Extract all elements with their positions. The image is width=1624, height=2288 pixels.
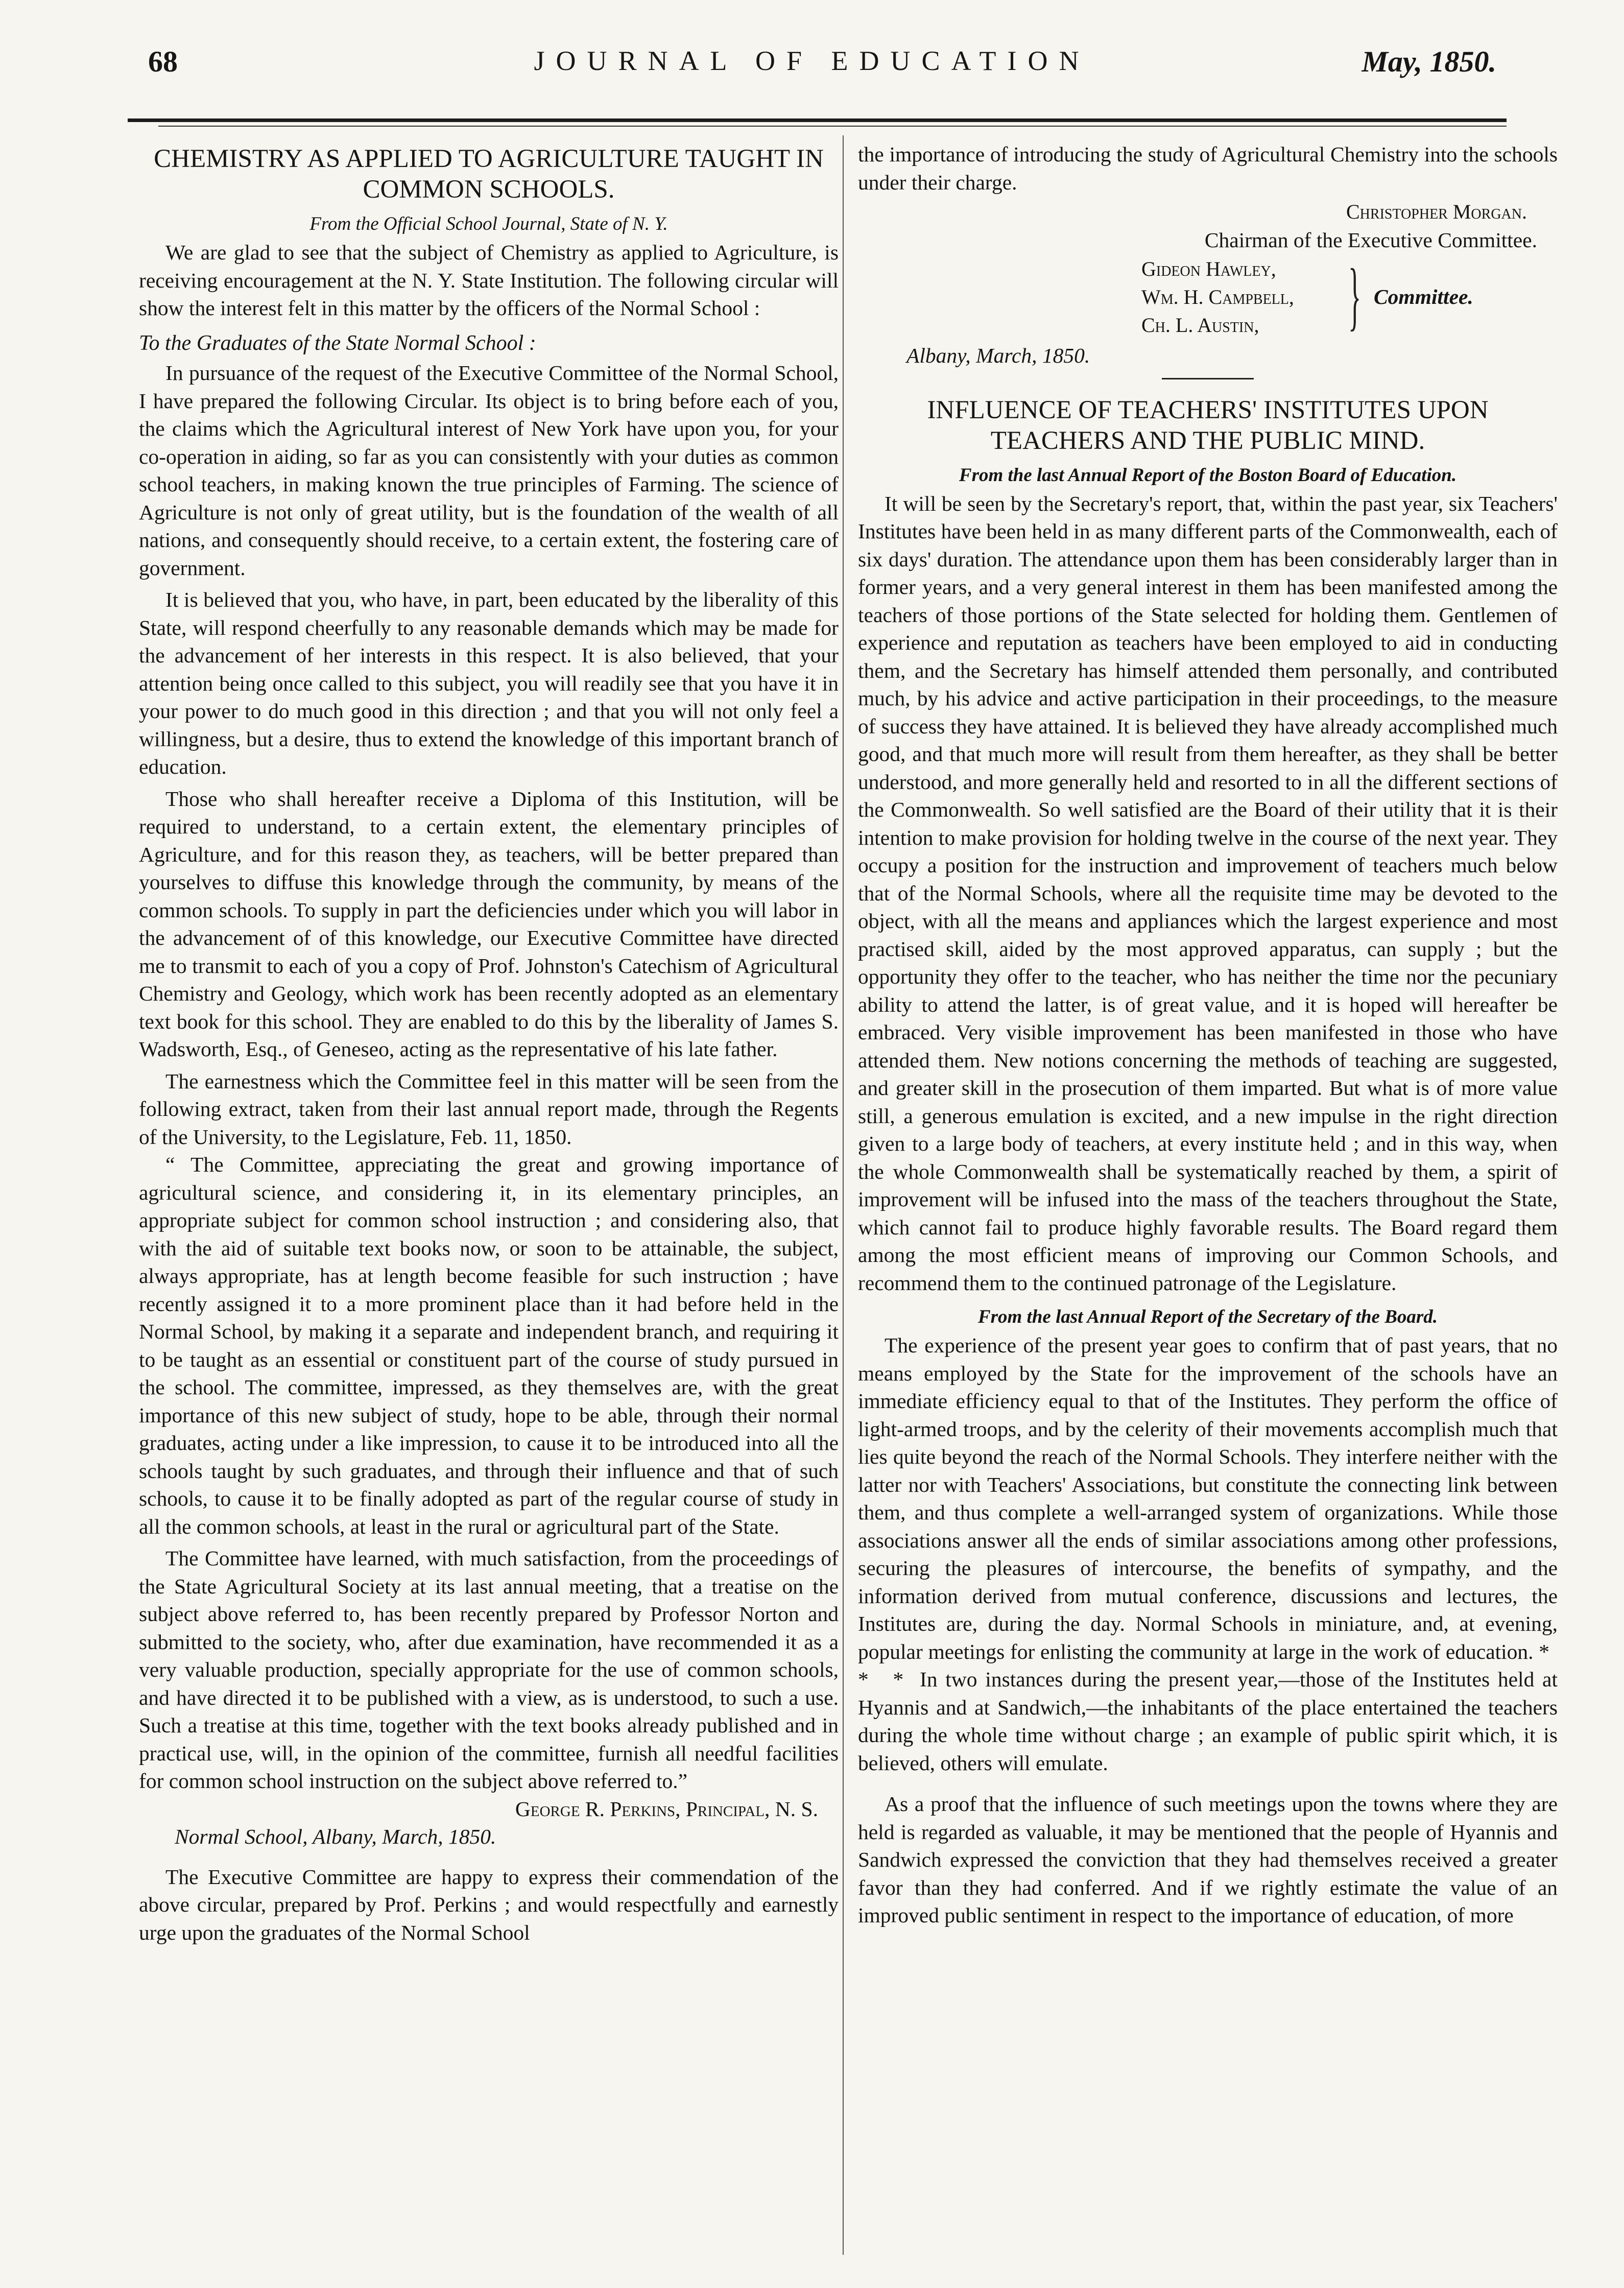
body-paragraph: It will be seen by the Secretary's report, that, within the past year, six Teachers' Institutes have been held in as many different parts of the Commonwealth, each of six days' duration. The attendance upon them has been considerably larger than in former years, and a very general interest in them has been manifested among the teachers of those portions of the State selected for holding them. Gentlemen of experience and reputation as teachers have been employed to aid in conducting them, and the Secretary has himself attended them personally, and contributed much, by his advice and active participation in their proceedings, to the measure of success they have attained. It is believed they have already accomplished much good, and that much more will result from them hereafter, as they shall be better understood, and more generally held and resorted to in all the different sections of the Commonwealth. So well satisfied are the Board of their utility that it is their intention to make provision for holding twelve in the course of the next year. They occupy a position for the instruction and improvement of teachers much below that of the Normal Schools, where all the requisite time may be devoted to the object, with all the means and appliances which the largest experience and most practised skill, aided by the most approved apparatus, can supply ; but the opportunity they offer to the teacher, who has neither the time nor the pecuniary ability to attend the latter, is of great value, and it is hoped will hereafter be embraced. Very visible improvement has been manifested in those who have attended them. New notions concerning the methods of teaching are suggested, and greater skill in the prosecution of them imparted. But what is of more value still, a generous emulation is excited, and a new impulse in the right direction given to a large body of teachers, at every institute held ; and in this way, when the whole Commonwealth shall be systematically reached by them, a spirit of improvement will be infused into the mass of the teachers throughout the State, which cannot fail to produce highly favorable results. The Board regard them among the most efficient means of improving our Common Schools, and recommend them to the continued patronage of the Legislature.	[858, 491, 1558, 1295]
chairman-title: Chairman of the Executive Committee.	[1204, 228, 1537, 252]
section-divider	[1162, 378, 1254, 379]
article-source: From the last Annual Report of the Boston Board of Education.	[959, 464, 1457, 486]
quoted-paragraph: The Committee have learned, with much satisfaction, from the proceedings of the State Agricultural Society at its last annual meeting, that a treatise on the subject above referred to, has been recently prepared by Professor Norton and submitted to the society, who, after due examination, have recommended it as a very valuable production, specially appropriate for the use of common schools, and have directed it to be published with a view, as is understood, to such a use. Such a treatise at this time, together with the text books already published and in practical use, will, in the opinion of the committee, furnish all needful facilities for common school instruction on the subject above referred to.”	[139, 1546, 839, 1793]
committee-member: Ch. L. Austin,	[1141, 314, 1259, 337]
paragraph-text: In two instances during the present year,—those of the Institutes held at Hyannis and at Sandwich,—the inhabitants of the place entertained the teachers during the whole time without charge ; an example of public spirit which, it is believed, others will emulate.	[858, 1667, 1558, 1775]
committee-block	[858, 255, 1558, 342]
committee-label: Committee.	[1374, 285, 1473, 308]
chairman-name: Christopher Morgan.	[1346, 200, 1527, 223]
article-source: From the Official School Journal, State of N. Y.	[309, 213, 668, 234]
quoted-paragraph: “ The Committee, appreciating the great and growing importance of agricultural science, and considering it, in its elementary principles, an appropriate subject for common school instruction ; and considering also, that with the aid of suitable text books now, or soon to be attainable, the subject, always appropriate, has at length become feasible for such instruction ; have recently assigned it to a more prominent place than it had before held in the Normal School, by making it a separate and independent branch, and requiring it to be taught as an essential or constituent part of the course of study pursued in the school. The committee, impressed, as they themselves are, with the great importance of this new subject of study, hope to be able, through their normal graduates, acting under a like impression, to cause it to be introduced into all the schools taught by such graduates, and through their influence and that of such schools, to cause it to be finally adopted as part of the regular course of study in all the common schools, at least in the rural or agricultural part of the State.	[139, 1153, 839, 1538]
page-number: 68	[148, 45, 178, 78]
committee-members	[1141, 255, 1294, 339]
journal-title: JOURNAL OF EDUCATION	[534, 45, 1090, 76]
committee-member: Gideon Hawley,	[1141, 257, 1276, 280]
article-headline-chemistry: CHEMISTRY AS APPLIED TO AGRICULTURE TAUGHT IN COMMON SCHOOLS.	[154, 145, 824, 204]
paragraph-text: The experience of the present year goes to confirm that of past years, that no means employed by the State for the improvement of the schools have an immediate efficiency equal to that of the Institutes. They perform the office of light-armed troops, and by the celerity of their movements accomplish much that lies quite beyond the reach of the Normal Schools. They interfere neither with the latter nor with Teachers' Associations, but constitute the connecting link between them, and thus complete a well-arranged system of organizations. While those associations answer all the ends of similar associations among other professions, securing the pleasures of intercourse, the benefits of sympathy, and the information derived from mutual conference, discussions and lectures, the Institutes are, during the day. Normal Schools in miniature, and, at evening, popular meetings for enlisting the community at large in the work of education.	[858, 1333, 1558, 1663]
left-column	[139, 140, 839, 1946]
right-column	[858, 140, 1558, 1929]
header-rule-thin	[158, 126, 1507, 127]
salutation: To the Graduates of the State Normal School :	[139, 331, 536, 355]
body-paragraph: The Executive Committee are happy to express their commendation of the above circular, prepared by Prof. Perkins ; and would respectfully and earnestly urge upon the graduates of the Normal School	[139, 1865, 839, 1944]
header-rule	[128, 118, 1507, 122]
column-divider	[843, 135, 844, 2255]
place-date: Albany, March, 1850.	[906, 344, 1090, 367]
body-paragraph: The earnestness which the Committee feel in this matter will be seen from the following extract, taken from their last annual report made, through the Regents of the University, to the Legislature, Feb. 11, 1850.	[139, 1069, 839, 1149]
body-paragraph: Those who shall hereafter receive a Diploma of this Institution, will be required to understand, to a certain extent, the elementary principles of Agriculture, and for this reason they, as teachers, will be better prepared than yourselves to diffuse this knowledge through the community, by means of the common schools. To supply in part the deficiencies under which you will labor in the advancement of of this knowledge, our Executive Committee have directed me to transmit to each of you a copy of Prof. Johnston's Catechism of Agricultural Chemistry and Geology, which work has been recently adopted as an elementary text book for this school. They are enabled to do this by the liberality of James S. Wadsworth, Esq., of Geneseo, acting as the representative of his late father.	[139, 786, 839, 1061]
issue-date: May, 1850.	[1362, 45, 1496, 78]
body-paragraph	[858, 1331, 1558, 1777]
brace-glyph: }	[1348, 253, 1362, 338]
article-source: From the last Annual Report of the Secretary of the Board.	[977, 1306, 1438, 1327]
body-paragraph: It is believed that you, who have, in part, been educated by the liberality of this State, will respond cheerfully to any reasonable demands which may be made for the advancement of her interests in this respect. It is also believed, that your attention being once called to this subject, you will readily see that you have it in your power to do much good in this direction ; and that you will not only feel a willingness, but a desire, thus to extend the knowledge of this important branch of education.	[139, 588, 839, 778]
article-headline-institutes: INFLUENCE OF TEACHERS' INSTITUTES UPON TEACHERS AND THE PUBLIC MIND.	[927, 395, 1489, 455]
intro-paragraph: We are glad to see that the subject of Chemistry as applied to Agriculture, is receiving encouragement at the N. Y. State Institution. The following circular will show the interest felt in this matter by the officers of the Normal School :	[139, 241, 839, 320]
signature-place-date: Normal School, Albany, March, 1850.	[175, 1825, 496, 1848]
body-paragraph: As a proof that the influence of such meetings upon the towns where they are held is regarded as valuable, it may be mentioned that the people of Hyannis and Sandwich expressed the conviction that they had themselves received a greater favor than they had conferred. And if we rightly estimate the value of an improved public sentiment in respect to the importance of education, of more	[858, 1792, 1558, 1927]
continued-paragraph: the importance of introducing the study of Agricultural Chemistry into the schools under their charge.	[858, 142, 1558, 194]
signature: George R. Perkins, Principal, N. S.	[515, 1797, 818, 1821]
body-paragraph: In pursuance of the request of the Executive Committee of the Normal School, I have prepared the following Circular. Its object is to bring before each of you, the claims which the Agricultural interest of New York have upon you, for your co-operation in aiding, so far as you can consistently with your duties as common school teachers, in making known the true principles of Farming. The science of Agriculture is not only of great utility, but is the foundation of the wealth of all nations, and consequently should receive, to a certain extent, the fostering care of government.	[139, 361, 839, 580]
committee-member: Wm. H. Campbell,	[1141, 285, 1294, 308]
ellipsis-stars: * * *	[858, 1639, 1558, 1691]
